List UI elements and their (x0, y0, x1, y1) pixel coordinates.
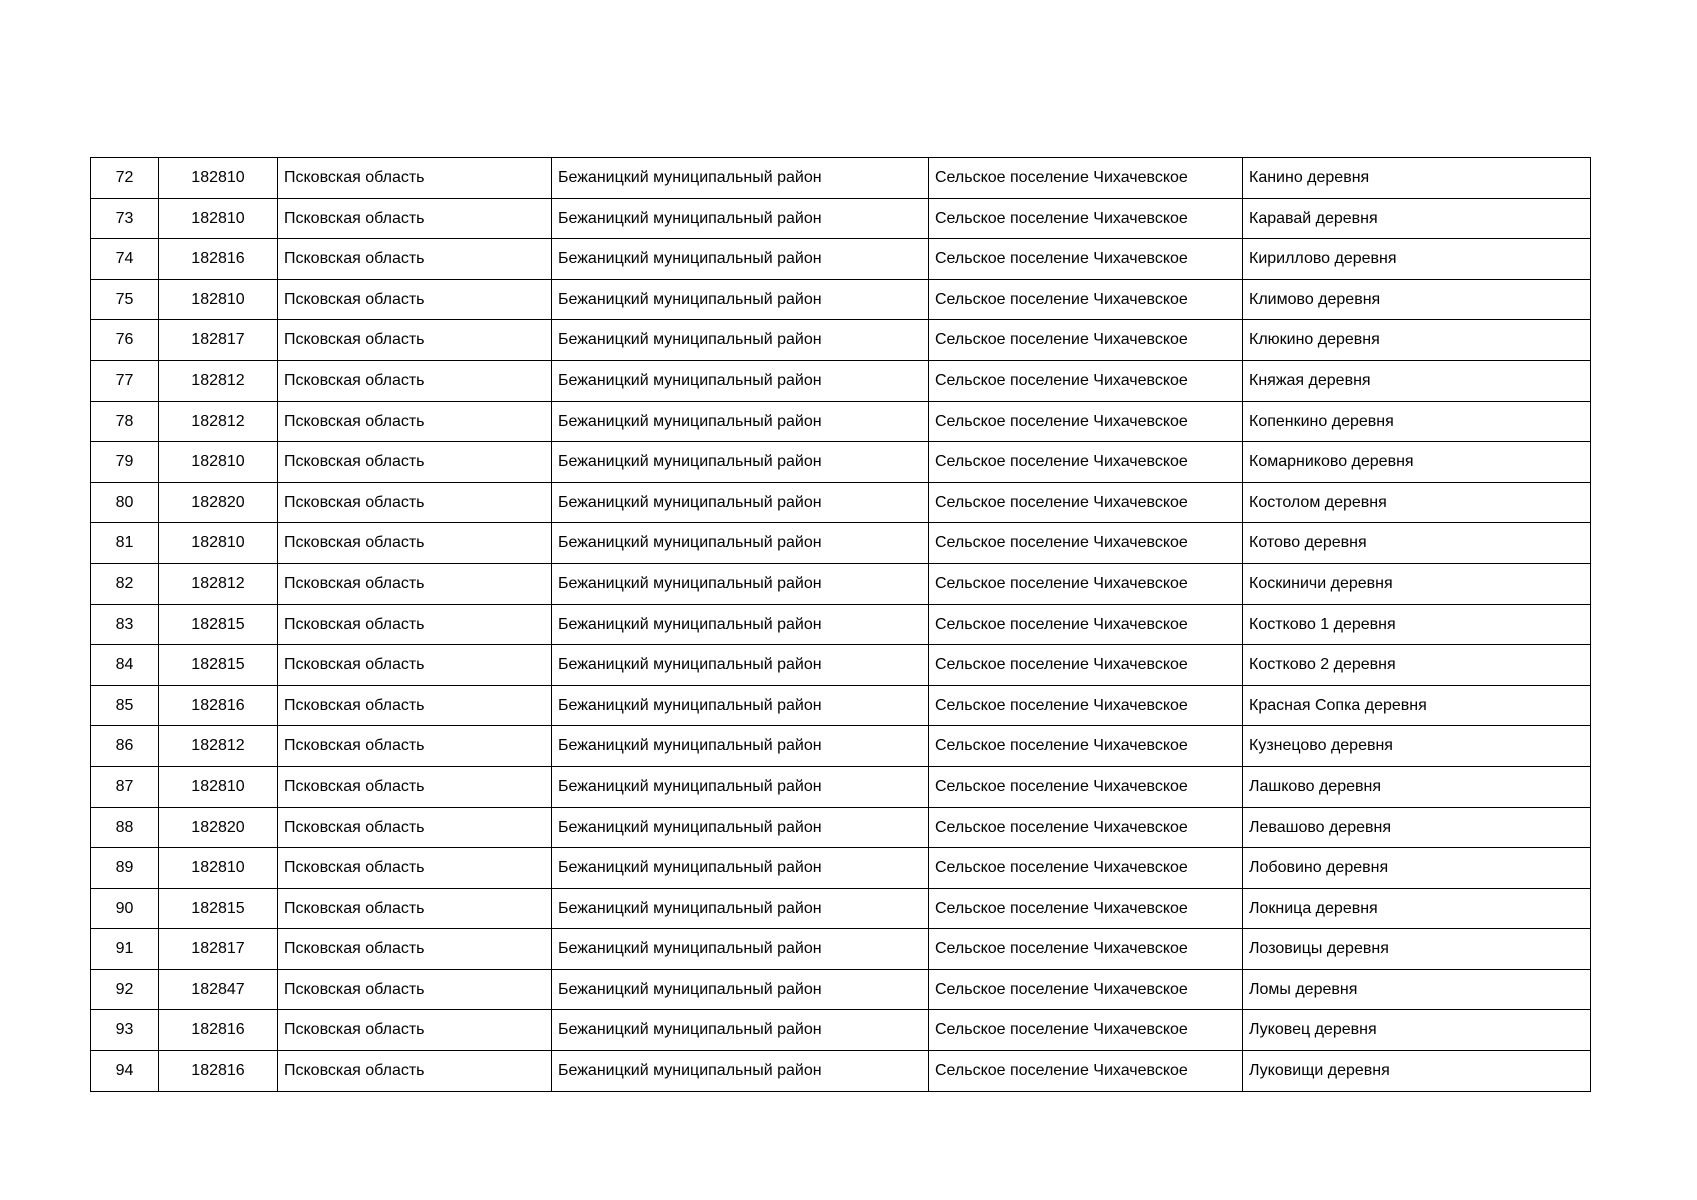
locality-cell: Коскиничи деревня (1243, 563, 1591, 604)
region-cell: Псковская область (278, 888, 552, 929)
district-cell: Бежаницкий муниципальный район (552, 523, 929, 564)
district-cell: Бежаницкий муниципальный район (552, 848, 929, 889)
locality-cell: Климово деревня (1243, 279, 1591, 320)
postal-index: 182815 (159, 604, 278, 645)
postal-index: 182816 (159, 685, 278, 726)
postal-index: 182810 (159, 198, 278, 239)
region-cell: Псковская область (278, 726, 552, 767)
district-cell: Бежаницкий муниципальный район (552, 158, 929, 199)
district-cell: Бежаницкий муниципальный район (552, 563, 929, 604)
region-cell: Псковская область (278, 1051, 552, 1092)
settlement-cell: Сельское поселение Чихачевское (929, 604, 1243, 645)
settlement-cell: Сельское поселение Чихачевское (929, 929, 1243, 970)
district-cell: Бежаницкий муниципальный район (552, 279, 929, 320)
region-cell: Псковская область (278, 442, 552, 483)
district-cell: Бежаницкий муниципальный район (552, 442, 929, 483)
district-cell: Бежаницкий муниципальный район (552, 1051, 929, 1092)
settlement-cell: Сельское поселение Чихачевское (929, 442, 1243, 483)
row-number: 76 (91, 320, 159, 361)
locality-cell: Клюкино деревня (1243, 320, 1591, 361)
locality-cell: Луковищи деревня (1243, 1051, 1591, 1092)
table-row (91, 685, 1591, 726)
region-cell: Псковская область (278, 645, 552, 686)
settlement-cell: Сельское поселение Чихачевское (929, 279, 1243, 320)
district-cell: Бежаницкий муниципальный район (552, 807, 929, 848)
locality-cell: Костково 1 деревня (1243, 604, 1591, 645)
settlement-cell: Сельское поселение Чихачевское (929, 1051, 1243, 1092)
settlement-cell: Сельское поселение Чихачевское (929, 523, 1243, 564)
postal-index: 182810 (159, 158, 278, 199)
postal-index: 182810 (159, 766, 278, 807)
region-cell: Псковская область (278, 604, 552, 645)
region-cell: Псковская область (278, 320, 552, 361)
locality-cell: Каравай деревня (1243, 198, 1591, 239)
locality-cell: Комарниково деревня (1243, 442, 1591, 483)
postal-index: 182810 (159, 442, 278, 483)
district-cell: Бежаницкий муниципальный район (552, 401, 929, 442)
table-row (91, 320, 1591, 361)
table-row (91, 969, 1591, 1010)
locality-cell: Костолом деревня (1243, 482, 1591, 523)
postal-index: 182817 (159, 320, 278, 361)
district-cell: Бежаницкий муниципальный район (552, 685, 929, 726)
settlement-cell: Сельское поселение Чихачевское (929, 158, 1243, 199)
region-cell: Псковская область (278, 401, 552, 442)
settlement-cell: Сельское поселение Чихачевское (929, 360, 1243, 401)
locality-cell: Копенкино деревня (1243, 401, 1591, 442)
region-cell: Псковская область (278, 929, 552, 970)
row-number: 90 (91, 888, 159, 929)
table-row (91, 523, 1591, 564)
settlement-cell: Сельское поселение Чихачевское (929, 482, 1243, 523)
locality-cell: Лозовицы деревня (1243, 929, 1591, 970)
locality-cell: Локница деревня (1243, 888, 1591, 929)
postal-index: 182812 (159, 563, 278, 604)
locality-cell: Княжая деревня (1243, 360, 1591, 401)
row-number: 77 (91, 360, 159, 401)
row-number: 89 (91, 848, 159, 889)
region-cell: Псковская область (278, 523, 552, 564)
region-cell: Псковская область (278, 198, 552, 239)
locality-cell: Ломы деревня (1243, 969, 1591, 1010)
row-number: 75 (91, 279, 159, 320)
region-cell: Псковская область (278, 1010, 552, 1051)
district-cell: Бежаницкий муниципальный район (552, 482, 929, 523)
table-row (91, 604, 1591, 645)
district-cell: Бежаницкий муниципальный район (552, 969, 929, 1010)
postal-index: 182847 (159, 969, 278, 1010)
row-number: 85 (91, 685, 159, 726)
region-cell: Псковская область (278, 360, 552, 401)
table-row (91, 848, 1591, 889)
row-number: 81 (91, 523, 159, 564)
row-number: 86 (91, 726, 159, 767)
region-cell: Псковская область (278, 807, 552, 848)
locality-table-body (91, 158, 1591, 1092)
row-number: 94 (91, 1051, 159, 1092)
district-cell: Бежаницкий муниципальный район (552, 198, 929, 239)
locality-cell: Канино деревня (1243, 158, 1591, 199)
settlement-cell: Сельское поселение Чихачевское (929, 563, 1243, 604)
district-cell: Бежаницкий муниципальный район (552, 1010, 929, 1051)
settlement-cell: Сельское поселение Чихачевское (929, 320, 1243, 361)
district-cell: Бежаницкий муниципальный район (552, 888, 929, 929)
locality-cell: Костково 2 деревня (1243, 645, 1591, 686)
row-number: 92 (91, 969, 159, 1010)
table-row (91, 401, 1591, 442)
region-cell: Псковская область (278, 848, 552, 889)
region-cell: Псковская область (278, 563, 552, 604)
table-row (91, 442, 1591, 483)
postal-index: 182817 (159, 929, 278, 970)
region-cell: Псковская область (278, 766, 552, 807)
district-cell: Бежаницкий муниципальный район (552, 645, 929, 686)
settlement-cell: Сельское поселение Чихачевское (929, 401, 1243, 442)
postal-index: 182812 (159, 360, 278, 401)
table-row (91, 563, 1591, 604)
row-number: 78 (91, 401, 159, 442)
postal-index: 182810 (159, 279, 278, 320)
settlement-cell: Сельское поселение Чихачевское (929, 969, 1243, 1010)
settlement-cell: Сельское поселение Чихачевское (929, 239, 1243, 280)
district-cell: Бежаницкий муниципальный район (552, 726, 929, 767)
row-number: 73 (91, 198, 159, 239)
row-number: 82 (91, 563, 159, 604)
settlement-cell: Сельское поселение Чихачевское (929, 1010, 1243, 1051)
region-cell: Псковская область (278, 969, 552, 1010)
settlement-cell: Сельское поселение Чихачевское (929, 766, 1243, 807)
postal-index: 182812 (159, 726, 278, 767)
table-row (91, 158, 1591, 199)
locality-cell: Левашово деревня (1243, 807, 1591, 848)
settlement-cell: Сельское поселение Чихачевское (929, 726, 1243, 767)
row-number: 83 (91, 604, 159, 645)
postal-index: 182816 (159, 1010, 278, 1051)
row-number: 93 (91, 1010, 159, 1051)
settlement-cell: Сельское поселение Чихачевское (929, 888, 1243, 929)
locality-cell: Кузнецово деревня (1243, 726, 1591, 767)
row-number: 88 (91, 807, 159, 848)
row-number: 79 (91, 442, 159, 483)
table-row (91, 239, 1591, 280)
row-number: 84 (91, 645, 159, 686)
locality-table (90, 157, 1591, 1092)
district-cell: Бежаницкий муниципальный район (552, 239, 929, 280)
table-row (91, 645, 1591, 686)
table-row (91, 807, 1591, 848)
settlement-cell: Сельское поселение Чихачевское (929, 198, 1243, 239)
postal-index: 182815 (159, 888, 278, 929)
district-cell: Бежаницкий муниципальный район (552, 766, 929, 807)
row-number: 80 (91, 482, 159, 523)
settlement-cell: Сельское поселение Чихачевское (929, 685, 1243, 726)
table-row (91, 1010, 1591, 1051)
locality-cell: Кириллово деревня (1243, 239, 1591, 280)
locality-cell: Красная Сопка деревня (1243, 685, 1591, 726)
postal-index: 182816 (159, 1051, 278, 1092)
district-cell: Бежаницкий муниципальный район (552, 320, 929, 361)
postal-index: 182810 (159, 848, 278, 889)
table-row (91, 482, 1591, 523)
settlement-cell: Сельское поселение Чихачевское (929, 645, 1243, 686)
settlement-cell: Сельское поселение Чихачевское (929, 848, 1243, 889)
row-number: 91 (91, 929, 159, 970)
table-row (91, 929, 1591, 970)
postal-index: 182816 (159, 239, 278, 280)
postal-index: 182810 (159, 523, 278, 564)
region-cell: Псковская область (278, 279, 552, 320)
row-number: 72 (91, 158, 159, 199)
locality-cell: Луковец деревня (1243, 1010, 1591, 1051)
postal-index: 182815 (159, 645, 278, 686)
postal-index: 182820 (159, 482, 278, 523)
table-row (91, 1051, 1591, 1092)
locality-cell: Лашково деревня (1243, 766, 1591, 807)
settlement-cell: Сельское поселение Чихачевское (929, 807, 1243, 848)
region-cell: Псковская область (278, 482, 552, 523)
row-number: 87 (91, 766, 159, 807)
postal-index: 182820 (159, 807, 278, 848)
postal-index: 182812 (159, 401, 278, 442)
locality-cell: Лобовино деревня (1243, 848, 1591, 889)
locality-cell: Котово деревня (1243, 523, 1591, 564)
table-row (91, 198, 1591, 239)
region-cell: Псковская область (278, 239, 552, 280)
district-cell: Бежаницкий муниципальный район (552, 604, 929, 645)
row-number: 74 (91, 239, 159, 280)
district-cell: Бежаницкий муниципальный район (552, 360, 929, 401)
district-cell: Бежаницкий муниципальный район (552, 929, 929, 970)
table-row (91, 726, 1591, 767)
table-row (91, 888, 1591, 929)
table-row (91, 766, 1591, 807)
region-cell: Псковская область (278, 158, 552, 199)
region-cell: Псковская область (278, 685, 552, 726)
table-row (91, 360, 1591, 401)
table-row (91, 279, 1591, 320)
